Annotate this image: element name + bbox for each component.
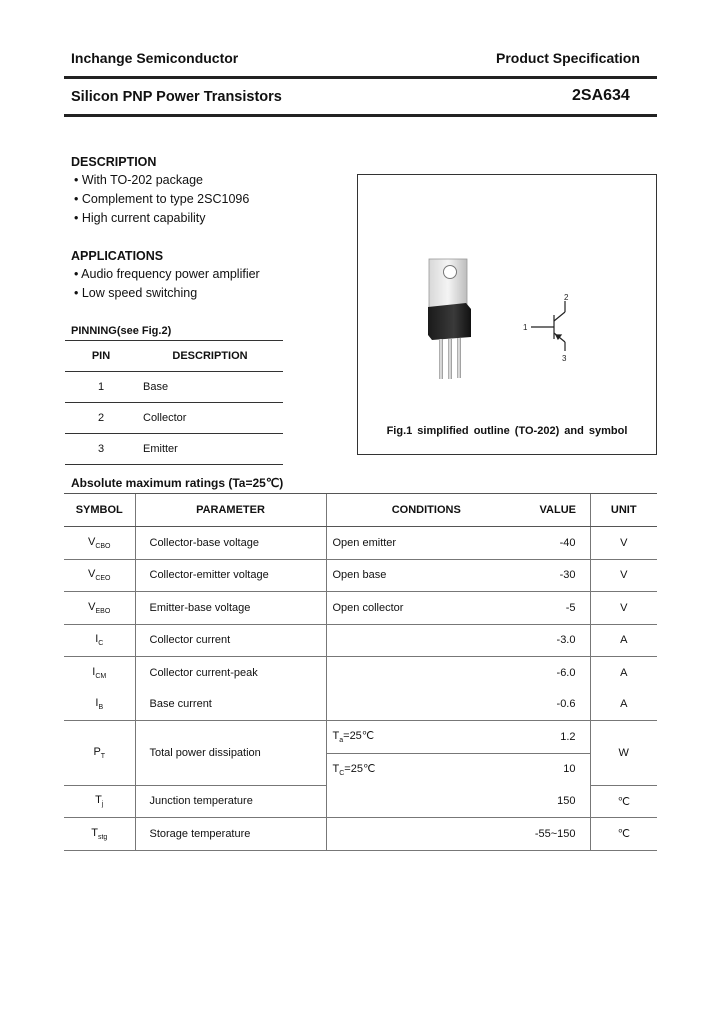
table-row [64,592,657,625]
conditions-cell [326,689,526,721]
figure-box [357,174,657,455]
pin-number: 2 [65,403,137,434]
part-number: 2SA634 [572,87,630,104]
symbol-cell: $I_C$ [64,624,135,657]
table-row [64,527,657,560]
pnp-transistor-symbol-icon [531,301,565,351]
symbol-cell: $I_B$ [64,689,135,721]
parameter-cell: Collector-emitter voltage [135,559,326,592]
table-header-row [64,494,657,527]
unit-cell: V [590,559,657,592]
conditions-cell: Open emitter [326,527,526,560]
symbol-cell: $V_{CEO}$ [64,559,135,592]
company-name: Inchange Semiconductor [71,50,239,66]
pinning-title: PINNING(see Fig.2) [71,325,172,337]
applications-title: APPLICATIONS [71,249,164,263]
unit-cell: A [590,624,657,657]
table-row [64,818,657,851]
unit-cell: A [590,657,657,689]
unit-cell: ℃ [590,818,657,851]
pin-description: Collector [137,403,283,434]
parameter-cell: Collector-base voltage [135,527,326,560]
value-cell: -40 [526,527,590,560]
value-cell: -0.6 [526,689,590,721]
table-row [64,559,657,592]
symbol-header: SYMBOL [64,494,135,527]
table-row [64,689,657,721]
figure-caption: Fig.1 simplified outline (TO-202) and symbol [386,425,628,437]
parameter-cell: Base current [135,689,326,721]
product-family: Silicon PNP Power Transistors [71,89,282,105]
applications-list [74,265,260,303]
value-cell: -30 [526,559,590,592]
pin-description: Emitter [137,434,283,465]
symbol-cell: $P_T$ [64,721,135,786]
conditions-header: CONDITIONS [326,494,526,527]
package-outline-and-symbol [358,175,656,454]
value-cell: 10 [563,763,576,776]
ratings-title: Absolute maximum ratings (Ta=25℃) [71,476,284,490]
symbol-cell: $T_j$ [64,785,135,818]
table-header-row [65,341,283,372]
pin-header: PIN [65,341,137,372]
conditions-cell [326,818,526,851]
parameter-cell: Junction temperature [135,785,326,818]
conditions-cell [326,785,526,818]
value-cell: -3.0 [526,624,590,657]
value-cell: 1.2 [526,721,590,754]
value-cell: -5 [526,592,590,625]
description-title: DESCRIPTION [71,155,157,169]
conditions-cell [326,657,526,689]
doc-type: Product Specification [496,50,640,66]
table-row [65,434,283,465]
parameter-cell: Storage temperature [135,818,326,851]
unit-cell: V [590,527,657,560]
list-item: • Audio frequency power amplifier [74,267,260,281]
list-item: • High current capability [74,211,206,225]
table-row [65,403,283,434]
description-list [74,171,249,228]
pin-description: Base [137,372,283,403]
description-header: DESCRIPTION [137,341,283,372]
parameter-cell: Emitter-base voltage [135,592,326,625]
conditions-cell [326,624,526,657]
parameter-cell: Collector current-peak [135,657,326,689]
list-item: • Low speed switching [74,286,198,300]
unit-cell: ℃ [590,785,657,818]
value-header: VALUE [526,494,590,527]
conditions-cell: Open collector [326,592,526,625]
header-rule-top [64,76,657,79]
value-cell: 150 [526,785,590,818]
ratings-table [64,493,657,851]
to202-package-icon [428,259,471,379]
pin-label-2: 2 [564,293,569,302]
unit-header: UNIT [590,494,657,527]
header-rule-bottom [64,114,657,117]
pin-number: 3 [65,434,137,465]
pin-number: 1 [65,372,137,403]
value-cell: -6.0 [556,666,576,679]
table-row [64,785,657,818]
unit-cell: V [590,592,657,625]
conditions-cell: Open base [326,559,526,592]
table-row [64,657,657,689]
parameter-cell: Total power dissipation [135,721,326,786]
pin-label-3: 3 [562,354,567,363]
symbol-cell: $I_{CM}$ [92,665,107,680]
parameter-header: PARAMETER [135,494,326,527]
symbol-cell: $V_{EBO}$ [64,592,135,625]
list-item: • With TO-202 package [74,173,203,187]
unit-cell: A [590,689,657,721]
pin-label-1: 1 [523,323,528,332]
value-cell: -55~150 [526,818,590,851]
parameter-cell: Collector current [135,624,326,657]
symbol-cell: $T_{stg}$ [64,818,135,851]
table-row [64,721,657,754]
pinning-table [65,340,283,465]
table-row [65,372,283,403]
list-item: • Complement to type 2SC1096 [74,192,250,206]
symbol-cell: $V_{CBO}$ [64,527,135,560]
conditions-cell: $T_C=25℃$ [326,753,526,785]
conditions-cell: $T_a=25℃$ [326,721,526,754]
table-row [64,624,657,657]
unit-cell: W [590,721,657,786]
